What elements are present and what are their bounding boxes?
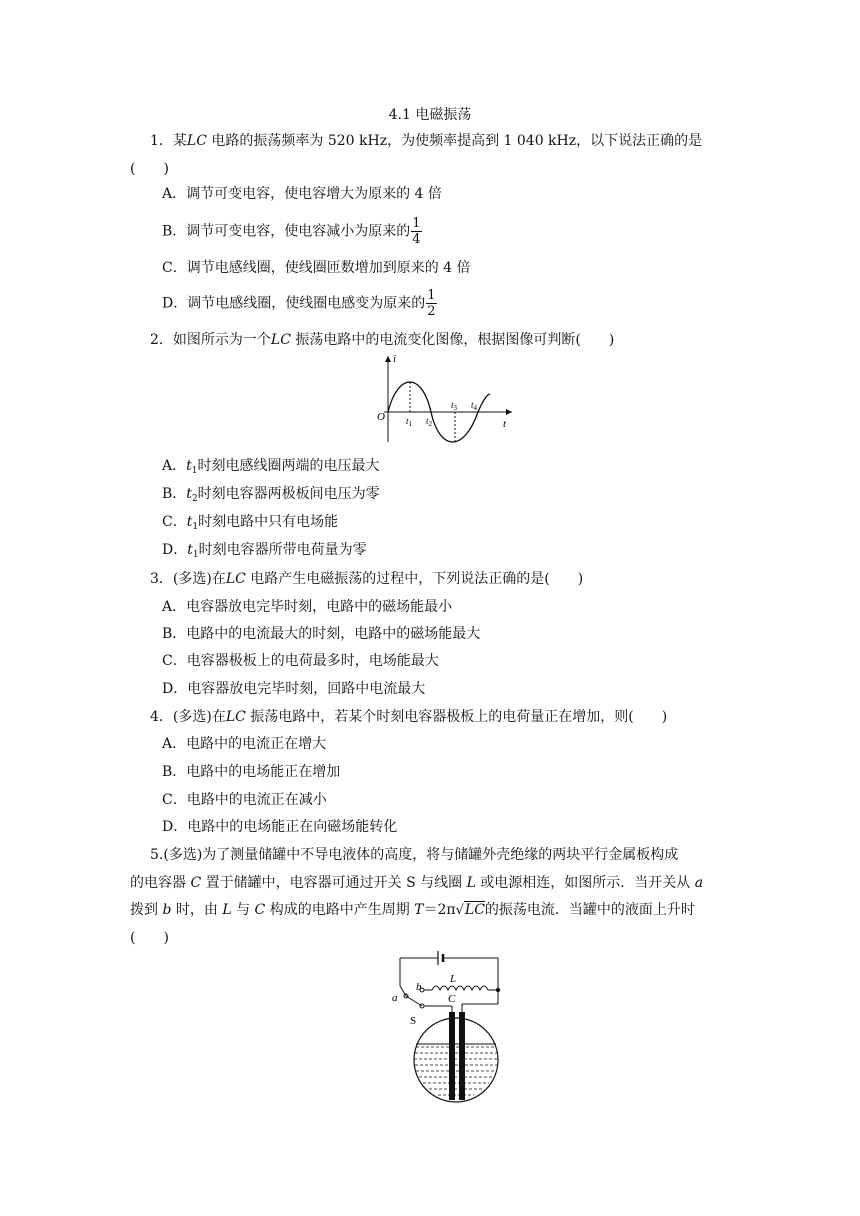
q1-option-b xyxy=(162,216,422,247)
q1-answer-paren: ( ) xyxy=(130,161,169,177)
t4-label: $t_4$ xyxy=(471,400,478,412)
q2-stem xyxy=(150,330,614,350)
c-var: C xyxy=(254,902,266,918)
fraction-denominator: 4 xyxy=(412,232,421,247)
q3-option-a: A．电容器放电完毕时刻，电路中的磁场能最小 xyxy=(162,599,453,615)
q1-option-b-fraction xyxy=(411,216,421,247)
text: ＝2π xyxy=(423,902,456,918)
q2-stem-text-2: 振荡电路中的电流变化图像，根据图像可判断( ) xyxy=(290,332,615,348)
text: 的电容器 xyxy=(130,875,191,891)
q4-option-a: A．电路中的电流正在增大 xyxy=(162,736,327,752)
q1-option-d-text: D．调节电感线圈，使线圈电感变为原来的 xyxy=(162,295,426,312)
t2-label: $t_2$ xyxy=(426,416,433,428)
t-var: t xyxy=(186,514,193,530)
q1-option-b-text: B．调节可变电容，使电容减小为原来的 xyxy=(162,223,411,240)
q1-stem-text: 1．某 xyxy=(150,133,187,149)
q2-option-a xyxy=(162,456,380,481)
q1-option-a: A．调节可变电容，使电容增大为原来的 4 倍 xyxy=(162,186,442,202)
q2-option-c xyxy=(162,512,338,537)
q3-lc-var: LC xyxy=(225,571,246,587)
text: 拨到 xyxy=(130,902,163,918)
inductor-coil xyxy=(432,986,488,990)
y-axis-label: i xyxy=(393,353,397,365)
q3-stem-text: 3．(多选)在 xyxy=(150,571,226,587)
tank xyxy=(414,1018,498,1102)
text: 与 xyxy=(231,902,255,918)
q2-option-b xyxy=(162,484,380,509)
q2-stem-text: 2．如图所示为一个 xyxy=(150,332,271,348)
q3-stem xyxy=(150,569,583,589)
label-b: b xyxy=(416,981,422,993)
page-title: 4.1 电磁振荡 xyxy=(388,107,472,123)
sqrt-sign: √ xyxy=(455,903,464,918)
capacitor-tank-diagram xyxy=(380,948,515,1133)
option-text: 时刻电容器两极板间电压为零 xyxy=(197,486,380,502)
q3-option-b: B．电路中的电流最大的时刻，电路中的磁场能最大 xyxy=(162,626,481,642)
x-axis-label: t xyxy=(503,418,507,430)
q3-stem-text-2: 电路产生电磁振荡的过程中，下列说法正确的是( ) xyxy=(245,571,584,587)
l-var: L xyxy=(466,875,476,891)
q1-option-c: C．调节电感线圈，使线圈匝数增加到原来的 4 倍 xyxy=(162,260,471,276)
l-var: L xyxy=(222,902,232,918)
option-prefix: D． xyxy=(162,542,188,558)
t-subscript: 1 xyxy=(192,522,199,532)
option-prefix: C． xyxy=(162,514,187,530)
t-var: t xyxy=(187,542,193,558)
q1-option-d-fraction xyxy=(426,288,436,319)
text: 或电源相连，如图所示．当开关从 xyxy=(475,875,695,891)
fraction-numerator: 1 xyxy=(412,216,421,231)
q5-answer-paren: ( ) xyxy=(130,930,169,946)
label-l: L xyxy=(450,973,457,985)
label-a: a xyxy=(392,992,398,1004)
option-prefix: A． xyxy=(162,458,187,474)
t-var: t xyxy=(186,486,192,502)
q5-stem-line-2 xyxy=(130,873,703,893)
t-subscript: 2 xyxy=(191,494,198,504)
fraction-denominator: 2 xyxy=(427,304,436,319)
b-var: b xyxy=(162,902,172,918)
q4-lc-var: LC xyxy=(225,709,246,725)
c-var: C xyxy=(190,875,202,891)
current-time-graph xyxy=(370,350,520,450)
t-subscript: 1 xyxy=(191,466,198,476)
q4-option-c: C．电路中的电流正在减小 xyxy=(162,792,327,808)
t-subscript: 1 xyxy=(192,550,199,560)
q1-lc-var: LC xyxy=(186,133,207,149)
q1-option-d xyxy=(162,288,437,319)
lc-var: LC xyxy=(464,902,485,918)
q4-stem-text: 4．(多选)在 xyxy=(150,709,226,725)
t3-label: $t_3$ xyxy=(451,400,458,412)
switch-blade xyxy=(406,996,422,1006)
text: 构成的电路中产生周期 xyxy=(265,902,415,918)
origin-label: O xyxy=(377,411,385,423)
q1-stem xyxy=(150,131,702,151)
q5-stem-line-3 xyxy=(130,900,695,921)
t-var: t xyxy=(186,458,192,474)
text: 置于储罐中，电容器可通过开关 S 与线圈 xyxy=(201,875,467,891)
option-text: 时刻电路中只有电场能 xyxy=(198,514,339,530)
label-c: C xyxy=(448,993,456,1005)
capacitor-plate-left xyxy=(449,1012,455,1100)
label-s: S xyxy=(410,1015,417,1027)
q4-option-b: B．电路中的电场能正在增加 xyxy=(162,764,341,780)
option-text: 时刻电感线圈两端的电压最大 xyxy=(197,458,380,474)
q3-option-c: C．电容器极板上的电荷最多时，电场能最大 xyxy=(162,653,439,669)
q3-option-d: D．电容器放电完毕时刻，回路中电流最大 xyxy=(162,681,426,697)
option-prefix: B． xyxy=(162,486,187,502)
q1-stem-text-2: 电路的振荡频率为 520 kHz，为使频率提高到 1 040 kHz，以下说法正确的是 xyxy=(206,133,703,149)
fraction-numerator: 1 xyxy=(427,288,436,303)
t-var: T xyxy=(414,902,424,918)
q2-option-d xyxy=(162,540,367,565)
text: 的振荡电流．当罐中的液面上升时 xyxy=(484,902,695,918)
t1-label: $t_1$ xyxy=(406,416,413,428)
q4-stem xyxy=(150,707,667,727)
text: 时，由 xyxy=(171,902,223,918)
a-var: a xyxy=(694,875,704,891)
q4-stem-text-2: 振荡电路中，若某个时刻电容器极板上的电荷量正在增加，则( ) xyxy=(245,709,668,725)
q5-stem-line-1: 5.(多选)为了测量储罐中不导电液体的高度，将与储罐外壳绝缘的两块平行金属板构成 xyxy=(150,847,679,863)
option-text: 时刻电容器所带电荷量为零 xyxy=(198,542,367,558)
q2-lc-var: LC xyxy=(270,332,291,348)
capacitor-plate-right xyxy=(459,1012,465,1100)
q4-option-d: D．电路中的电场能正在向磁场能转化 xyxy=(162,819,398,835)
